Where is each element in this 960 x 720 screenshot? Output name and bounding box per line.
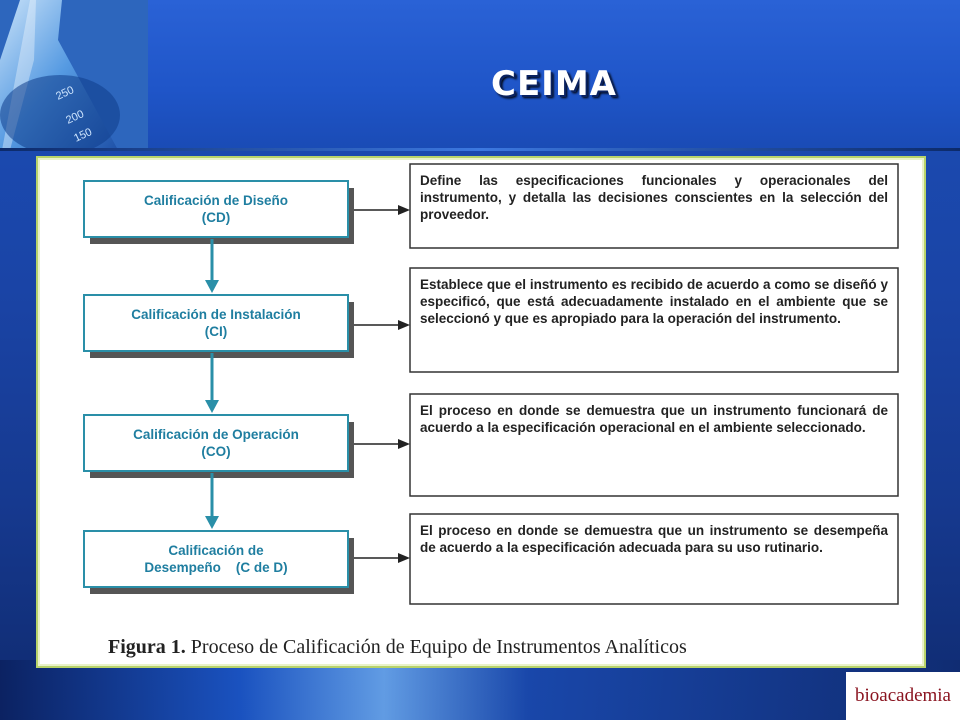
- right-arrow-head: [398, 553, 410, 563]
- flask-image: [0, 0, 148, 150]
- logo-text: bioacademia: [854, 685, 951, 706]
- flask-mark: 150: [72, 126, 94, 145]
- step-abbr: (CO): [201, 444, 231, 459]
- step-label-ci: [84, 295, 348, 351]
- step-name: Calificación de: [168, 543, 264, 558]
- down-arrows: [205, 239, 219, 529]
- step-abbr: Desempeño (C de D): [144, 560, 288, 575]
- right-arrow-head: [398, 320, 410, 330]
- caption-label: Figura 1.: [108, 636, 186, 658]
- down-arrow-head: [205, 400, 219, 413]
- step-label-co: [84, 415, 348, 471]
- caption-text: Proceso de Calificación de Equipo de Instrumentos Analíticos: [190, 636, 687, 658]
- right-arrow-head: [398, 439, 410, 449]
- header-divider: [0, 148, 960, 151]
- step-label-cd: [84, 181, 348, 237]
- slide-title: CEIMA: [491, 64, 617, 104]
- step-label-cdd: [84, 531, 348, 587]
- figure-panel: [36, 156, 926, 668]
- flask-mark: 200: [64, 108, 86, 127]
- right-arrow-head: [398, 205, 410, 215]
- description-cd: Define las especificaciones funcionales y operacionales del instrumento, y detalla las decisiones conscientes en la selección del proveedor.: [420, 173, 888, 222]
- step-abbr: (CI): [204, 324, 228, 339]
- step-name: Calificación de Operación: [133, 427, 299, 442]
- bioacademia-logo: [846, 672, 960, 720]
- step-name: Calificación de Instalación: [131, 307, 301, 322]
- description-cdd: El proceso en donde se demuestra que un instrumento se desempeña de acuerdo a la especificación adecuada para su uso rutinario.: [420, 523, 888, 555]
- step-name: Calificación de Diseño: [143, 193, 289, 208]
- down-arrow-head: [205, 516, 219, 529]
- footer-glow: [0, 660, 960, 720]
- down-arrow-head: [205, 280, 219, 293]
- description-ci: Establece que el instrumento es recibido de acuerdo a como se diseñó y especificó, que está adecuadamente instalado en el ambiente que se seleccionó y que es apropiado para la operación del instrumento.: [420, 277, 888, 326]
- step-abbr: (CD): [201, 210, 231, 225]
- flask-mark: 250: [54, 84, 76, 103]
- description-co: El proceso en donde se demuestra que un instrumento funcionará de acuerdo a la especificación operacional en el ambiente seleccionado.: [420, 403, 888, 435]
- right-arrows: [354, 205, 410, 563]
- figure-caption: [108, 636, 898, 659]
